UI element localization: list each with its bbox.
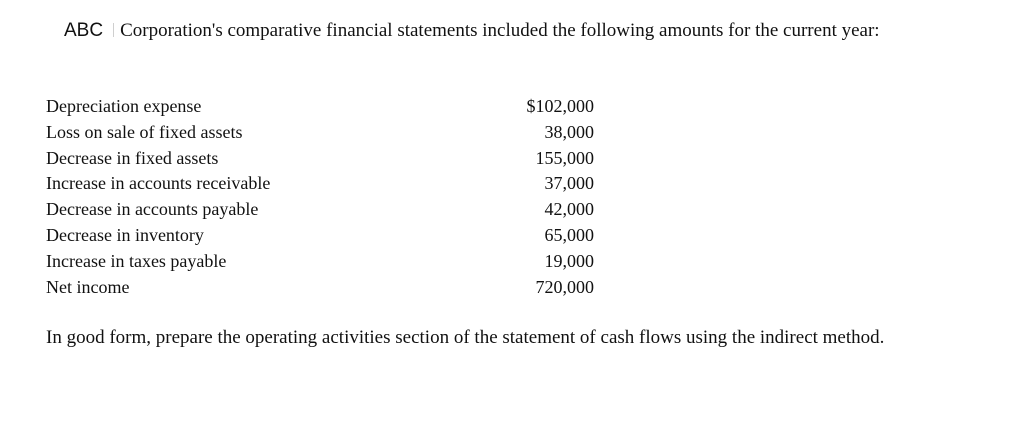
item-label: Net income: [46, 276, 130, 297]
list-item: [46, 94, 606, 120]
item-label: Loss on sale of fixed assets: [46, 121, 243, 142]
item-amount: 37,000: [544, 173, 594, 194]
item-amount: $102,000: [526, 96, 594, 116]
item-amount: 65,000: [544, 224, 594, 245]
list-item: [46, 275, 606, 301]
item-label: Increase in taxes payable: [46, 250, 227, 271]
item-label: Decrease in accounts payable: [46, 199, 259, 220]
item-label: Decrease in fixed assets: [46, 147, 219, 168]
item-amount: 19,000: [544, 250, 594, 271]
intro-paragraph: [46, 18, 946, 44]
item-label: Decrease in inventory: [46, 224, 204, 245]
company-name: ABC: [64, 20, 104, 41]
item-label: Increase in accounts receivable: [46, 173, 271, 194]
list-item: [46, 146, 606, 172]
intro-text: Corporation's comparative financial statements included the following amounts for the current year:: [120, 20, 880, 41]
list-item: [46, 249, 606, 275]
list-item: [46, 197, 606, 223]
financial-items-list: [46, 94, 606, 300]
list-item: [46, 120, 606, 146]
text-cursor-divider: [113, 23, 114, 37]
item-amount: 720,000: [535, 276, 594, 297]
item-amount: 38,000: [544, 121, 594, 142]
list-item: [46, 171, 606, 197]
item-amount: 155,000: [535, 147, 594, 168]
list-item: [46, 223, 606, 249]
task-instructions: In good form, prepare the operating activities section of the statement of cash flows using the indirect method.: [46, 327, 885, 348]
item-label: Depreciation expense: [46, 96, 202, 116]
item-amount: 42,000: [544, 199, 594, 220]
